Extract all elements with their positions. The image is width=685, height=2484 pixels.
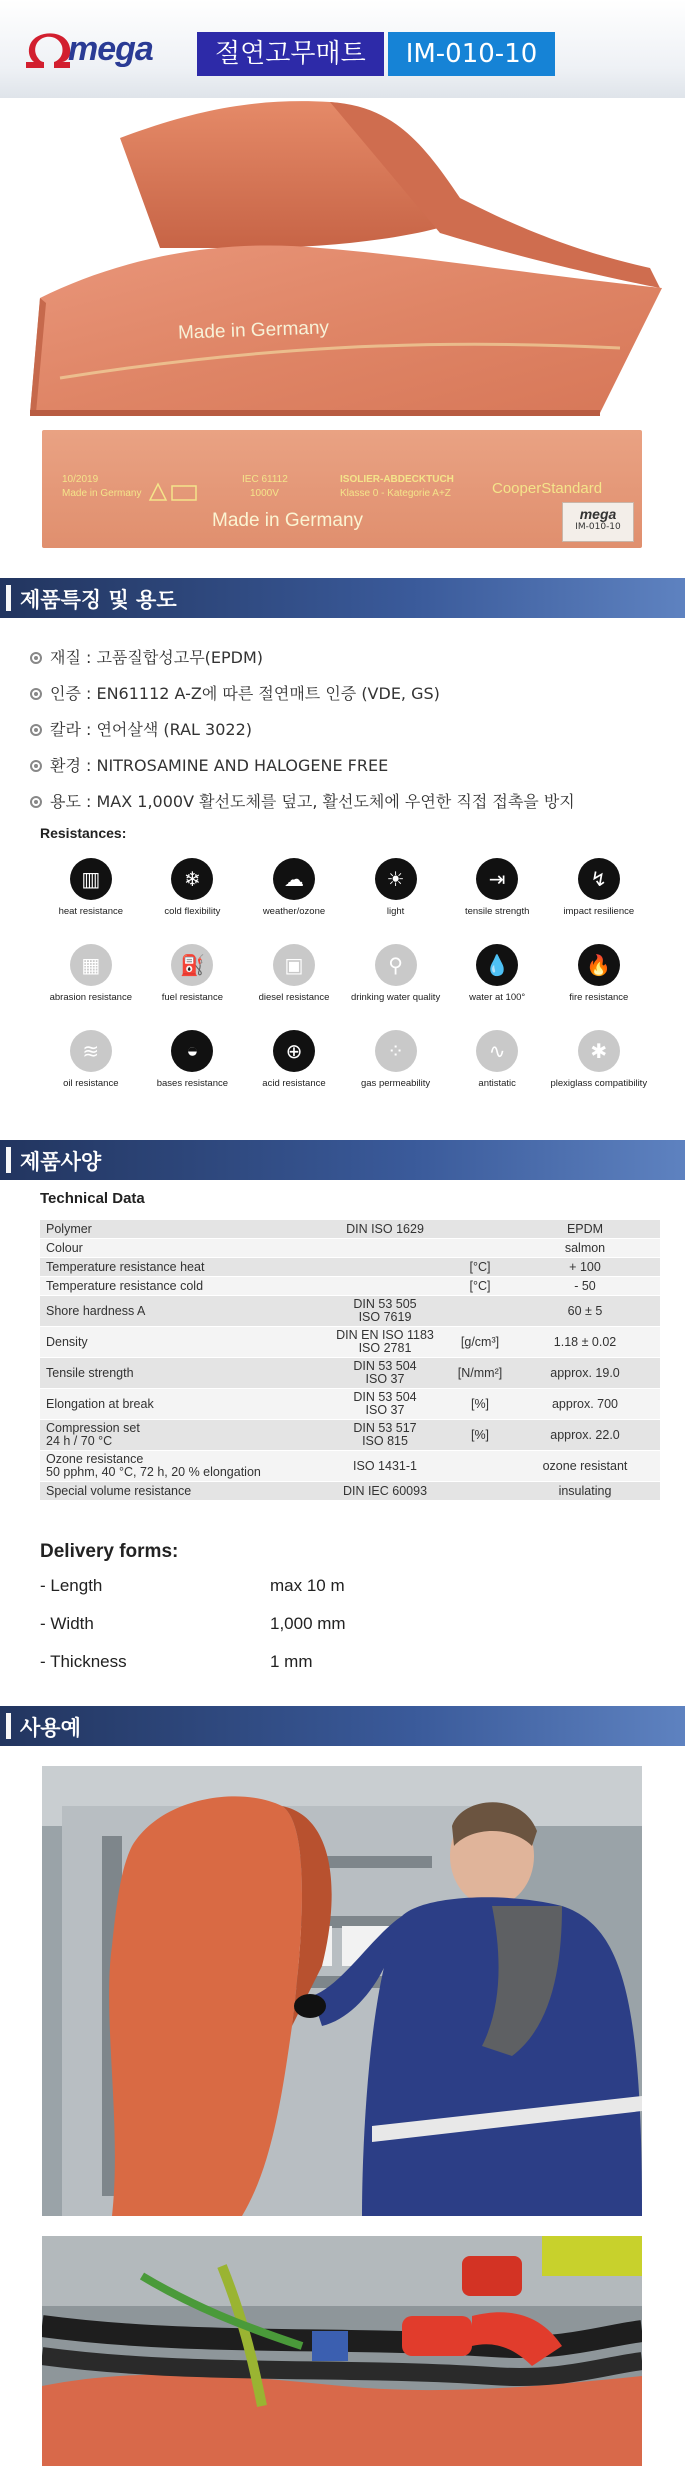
bases-icon: ◒ <box>171 1030 213 1072</box>
product-code: IM-010-10 <box>388 32 556 76</box>
strip-standard: IEC 61112 <box>242 474 288 485</box>
section-header-features <box>0 578 685 618</box>
heat-icon: ▥ <box>70 858 112 900</box>
cell-standard: DIN IEC 60093 <box>320 1482 450 1501</box>
strip-logo-text: mega <box>579 506 617 522</box>
cell-unit: [N/mm²] <box>450 1358 510 1389</box>
cell-standard <box>320 1258 450 1277</box>
resistance-label: diesel resistance <box>258 992 330 1003</box>
cell-property: Compression set 24 h / 70 °C <box>40 1420 320 1451</box>
table-row <box>40 1358 660 1389</box>
resistance-label: acid resistance <box>262 1078 326 1089</box>
cell-standard: ISO 1431-1 <box>320 1451 450 1482</box>
strip-logo-label <box>562 502 634 542</box>
feature-item: 인증 : EN61112 A-Z에 따른 절연매트 인증 (VDE, GS) <box>30 676 670 712</box>
table-row <box>40 1420 660 1451</box>
cell-property: Shore hardness A <box>40 1296 320 1327</box>
bullet-icon <box>30 688 42 700</box>
table-row <box>40 1451 660 1482</box>
delivery-value: 1,000 mm <box>270 1614 346 1633</box>
resistance-item <box>40 1030 142 1102</box>
fire-icon: 🔥 <box>578 944 620 986</box>
table-row <box>40 1482 660 1501</box>
table-row <box>40 1258 660 1277</box>
cell-property: Density <box>40 1327 320 1358</box>
cell-property: Temperature resistance heat <box>40 1258 320 1277</box>
feature-item: 재질 : 고품질합성고무(EPDM) <box>30 640 670 676</box>
bullet-icon <box>30 724 42 736</box>
table-row <box>40 1220 660 1239</box>
cell-value: salmon <box>510 1239 660 1258</box>
cell-standard: DIN 53 505 ISO 7619 <box>320 1296 450 1327</box>
feature-item: 용도 : MAX 1,000V 활선도체를 덮고, 활선도체에 우연한 직접 접촉을 방지 <box>30 784 670 820</box>
section-title: 제품특징 및 용도 <box>20 588 177 612</box>
cell-unit <box>450 1296 510 1327</box>
weather-icon: ☁ <box>273 858 315 900</box>
resistance-label: abrasion resistance <box>49 992 132 1003</box>
certification-marks-icon <box>142 474 202 504</box>
resistance-item <box>243 1030 345 1102</box>
section-title: 제품사양 <box>20 1150 102 1174</box>
strip-date: 10/2019 <box>62 474 99 485</box>
cell-unit <box>450 1239 510 1258</box>
usage-photo-cabinet <box>42 1766 642 2216</box>
resistance-item <box>446 944 548 1016</box>
omega-logo <box>24 28 174 74</box>
delivery-value: max 10 m <box>270 1576 345 1595</box>
resistance-label: cold flexibility <box>164 906 221 917</box>
cell-unit: [%] <box>450 1420 510 1451</box>
resistance-label: water at 100° <box>469 992 526 1003</box>
cell-standard: DIN 53 504 ISO 37 <box>320 1358 450 1389</box>
strip-brand: CooperStandard <box>492 480 603 497</box>
resistance-item <box>243 858 345 930</box>
product-title: 절연고무매트 <box>197 32 384 76</box>
resistance-label: tensile strength <box>464 906 530 917</box>
feature-list <box>30 640 670 820</box>
strip-made-in: Made in Germany <box>62 488 142 499</box>
cell-property: Tensile strength <box>40 1358 320 1389</box>
tensile-icon: ⇥ <box>476 858 518 900</box>
strip-voltage: 1000V <box>250 488 279 499</box>
resistance-label: fuel resistance <box>161 992 224 1003</box>
cell-unit <box>450 1482 510 1501</box>
cell-property: Special volume resistance <box>40 1482 320 1501</box>
strip-print-text: Made in Germany <box>212 510 364 531</box>
faucet-icon: ⚲ <box>375 944 417 986</box>
delivery-list <box>40 1576 440 1690</box>
resistance-item <box>345 944 447 1016</box>
delivery-value: 1 mm <box>270 1652 313 1671</box>
resistance-item <box>142 944 244 1016</box>
resistance-item <box>40 944 142 1016</box>
delivery-row <box>40 1576 440 1614</box>
resistance-item <box>446 1030 548 1102</box>
abrasion-icon: ▦ <box>70 944 112 986</box>
oil-icon: ≋ <box>70 1030 112 1072</box>
cell-value: approx. 700 <box>510 1389 660 1420</box>
sun-icon: ☀ <box>375 858 417 900</box>
resistance-label: weather/ozone <box>262 906 326 917</box>
diesel-icon: ▣ <box>273 944 315 986</box>
mat-print-closeup <box>42 430 642 548</box>
resistance-label: plexiglass compatibility <box>550 1078 648 1089</box>
water-drop-icon: 💧 <box>476 944 518 986</box>
strip-logo-code: IM-010-10 <box>575 522 621 532</box>
resistance-item <box>40 858 142 930</box>
bullet-icon <box>30 652 42 664</box>
strip-product-name: ISOLIER-ABDECKTUCH <box>340 474 454 485</box>
resistance-item <box>142 858 244 930</box>
resistance-label: antistatic <box>478 1078 516 1089</box>
cell-value: approx. 19.0 <box>510 1358 660 1389</box>
cell-unit: [°C] <box>450 1258 510 1277</box>
logo-text: mega <box>68 30 153 68</box>
technical-data-table <box>40 1220 660 1501</box>
cell-standard <box>320 1239 450 1258</box>
cell-value: - 50 <box>510 1277 660 1296</box>
resistance-label: heat resistance <box>58 906 124 917</box>
resistance-label: light <box>386 906 405 917</box>
cell-standard: DIN EN ISO 1183 ISO 2781 <box>320 1327 450 1358</box>
resistance-item <box>243 944 345 1016</box>
feature-item: 환경 : NITROSAMINE AND HALOGENE FREE <box>30 748 670 784</box>
resistance-item <box>345 858 447 930</box>
cell-value: 1.18 ± 0.02 <box>510 1327 660 1358</box>
technical-data-title: Technical Data <box>40 1190 145 1207</box>
section-title: 사용예 <box>20 1716 81 1740</box>
resistance-label: impact resilience <box>563 906 635 917</box>
cell-value: approx. 22.0 <box>510 1420 660 1451</box>
cell-value: 60 ± 5 <box>510 1296 660 1327</box>
resistance-label: oil resistance <box>63 1078 119 1089</box>
resistance-item <box>142 1030 244 1102</box>
table-row <box>40 1277 660 1296</box>
cell-property: Ozone resistance 50 pphm, 40 °C, 72 h, 20 % elongation <box>40 1451 320 1482</box>
bullet-icon <box>30 760 42 772</box>
resistance-item <box>446 858 548 930</box>
resistance-item <box>345 1030 447 1102</box>
gas-icon: ⁘ <box>375 1030 417 1072</box>
cell-property: Colour <box>40 1239 320 1258</box>
resistance-label: drinking water quality <box>350 992 441 1003</box>
cell-standard: DIN ISO 1629 <box>320 1220 450 1239</box>
cell-unit <box>450 1451 510 1482</box>
title-box <box>197 32 555 76</box>
section-header-usage <box>0 1706 685 1746</box>
cell-unit: [%] <box>450 1389 510 1420</box>
cell-standard: DIN 53 517 ISO 815 <box>320 1420 450 1451</box>
usage-photo-cables <box>42 2236 642 2466</box>
impact-icon: ↯ <box>578 858 620 900</box>
cell-unit: [g/cm³] <box>450 1327 510 1358</box>
delivery-row <box>40 1652 440 1690</box>
cell-standard: DIN 53 504 ISO 37 <box>320 1389 450 1420</box>
plexiglass-icon: ✱ <box>578 1030 620 1072</box>
cell-value: ozone resistant <box>510 1451 660 1482</box>
section-header-specs <box>0 1140 685 1180</box>
page-header <box>0 0 685 98</box>
table-row <box>40 1389 660 1420</box>
fuel-icon: ⛽ <box>171 944 213 986</box>
strip-class: Klasse 0 - Kategorie A+Z <box>340 488 451 499</box>
resistances-title: Resistances: <box>40 825 127 841</box>
cell-property: Elongation at break <box>40 1389 320 1420</box>
cell-unit: [°C] <box>450 1277 510 1296</box>
cell-property: Temperature resistance cold <box>40 1277 320 1296</box>
cell-value: EPDM <box>510 1220 660 1239</box>
cell-standard <box>320 1277 450 1296</box>
resistance-icon-grid <box>40 858 650 1102</box>
hero-print-text: Made in Germany <box>177 317 330 344</box>
table-row <box>40 1296 660 1327</box>
resistance-label: gas permeability <box>360 1078 431 1089</box>
resistance-label: fire resistance <box>569 992 629 1003</box>
cell-value: insulating <box>510 1482 660 1501</box>
cell-value: + 100 <box>510 1258 660 1277</box>
cell-unit <box>450 1220 510 1239</box>
delivery-title: Delivery forms: <box>40 1541 179 1562</box>
resistance-item <box>548 944 650 1016</box>
delivery-key: - Thickness <box>40 1652 127 1671</box>
resistance-item <box>548 858 650 930</box>
delivery-row <box>40 1614 440 1652</box>
antistatic-icon: ∿ <box>476 1030 518 1072</box>
feature-item: 칼라 : 연어살색 (RAL 3022) <box>30 712 670 748</box>
cell-property: Polymer <box>40 1220 320 1239</box>
resistance-item <box>548 1030 650 1102</box>
delivery-key: - Length <box>40 1576 103 1595</box>
bullet-icon <box>30 796 42 808</box>
hero-mat-image <box>0 98 685 418</box>
snowflake-icon: ❄ <box>171 858 213 900</box>
acid-icon: ⊕ <box>273 1030 315 1072</box>
resistance-label: bases resistance <box>156 1078 229 1089</box>
table-row <box>40 1327 660 1358</box>
table-row <box>40 1239 660 1258</box>
delivery-key: - Width <box>40 1614 94 1633</box>
